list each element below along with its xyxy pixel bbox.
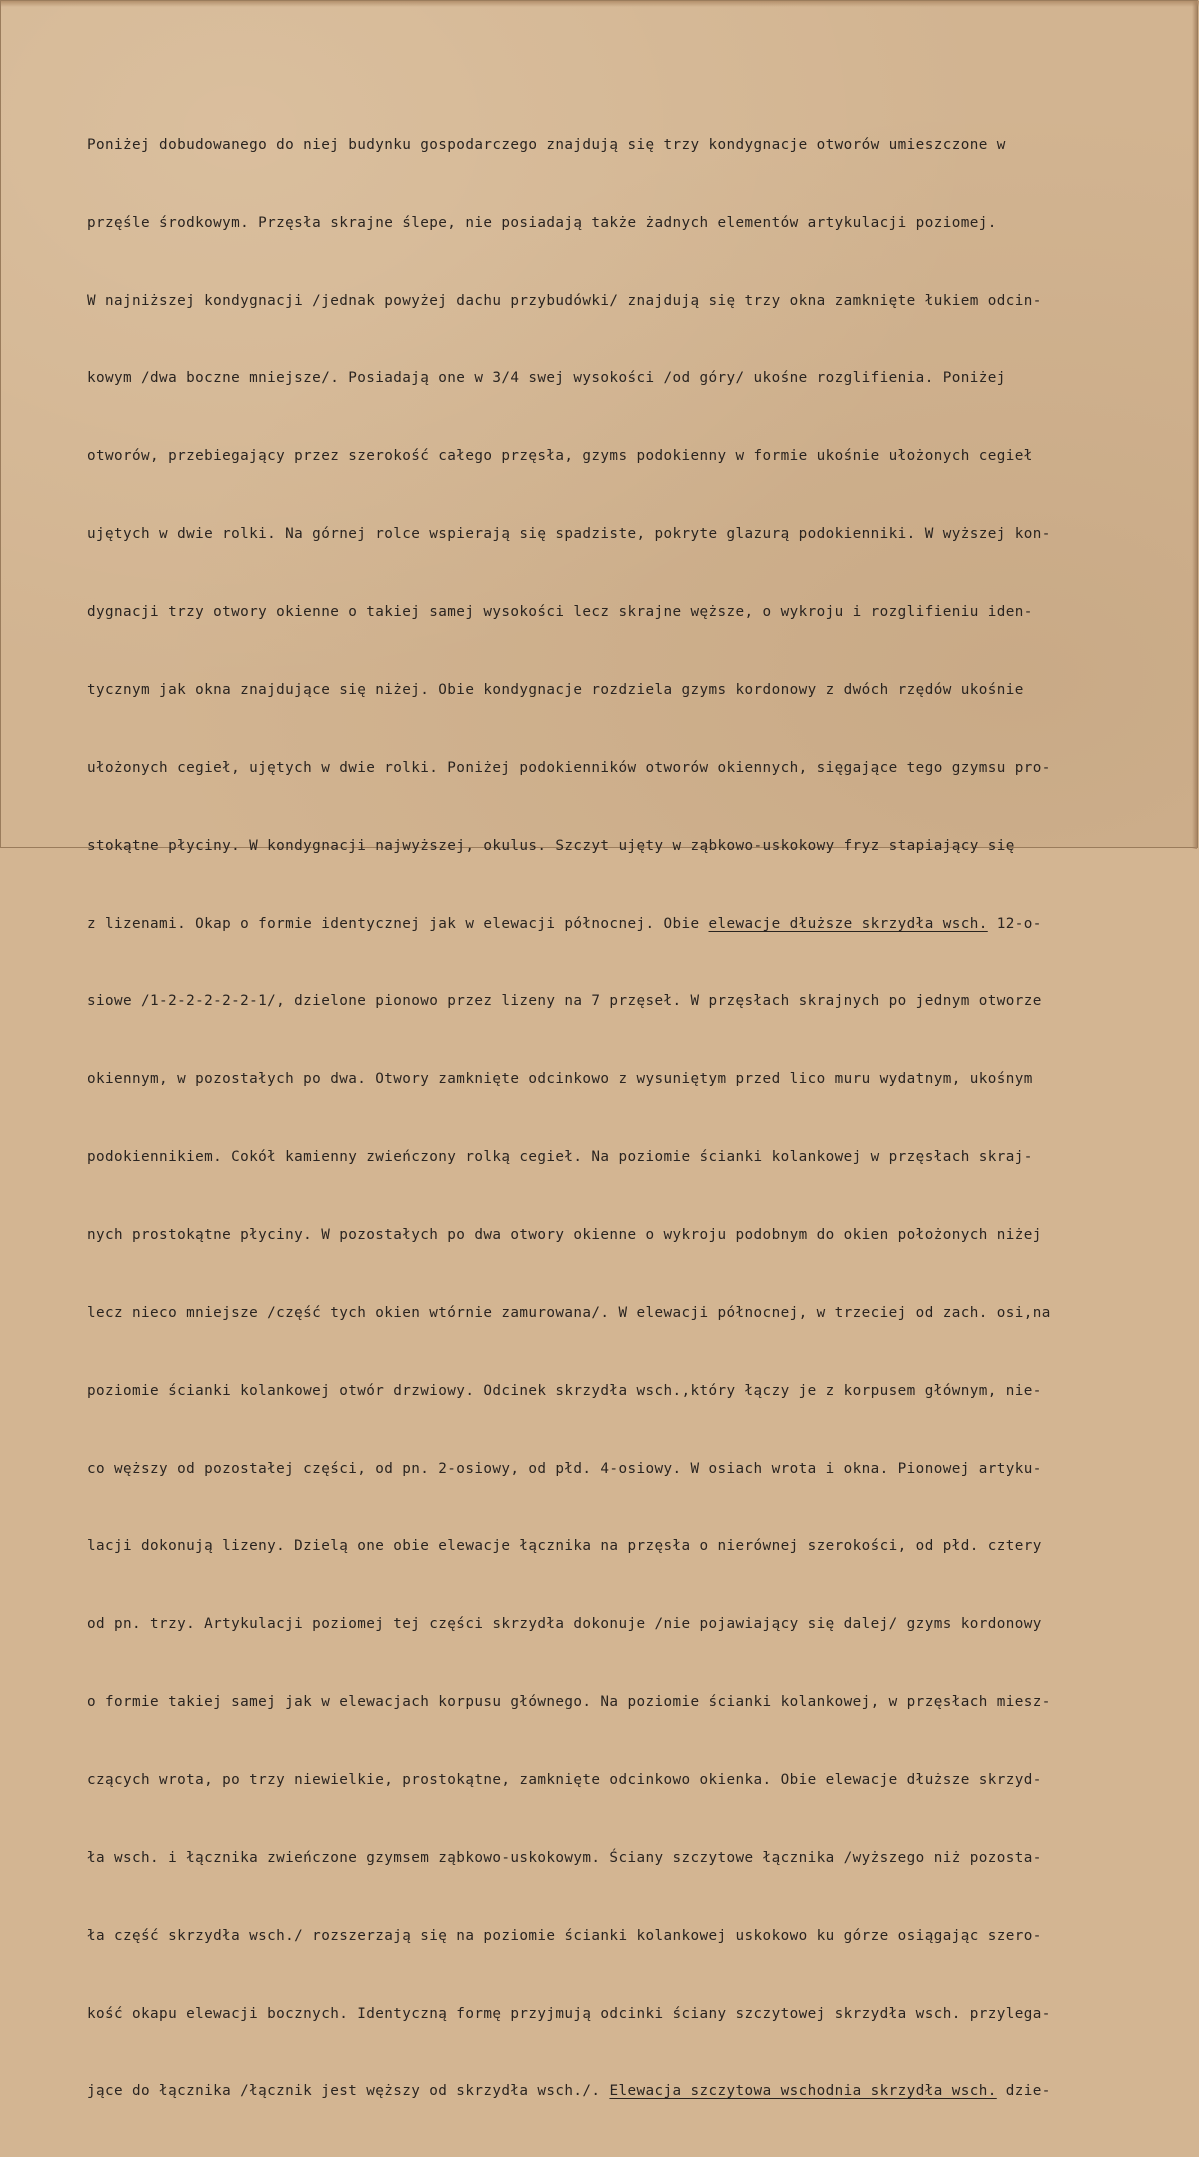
underlined-heading-long-elevations: elewacje dłuższe skrzydła wsch.	[708, 915, 988, 932]
text-segment: z lizenami. Okap o formie identycznej jak w elewacji północnej. Obie	[87, 915, 709, 932]
text-line: co węższy od pozostałej części, od pn. 2-osiowy, od płd. 4-osiowy. W osiach wrota i okna. Pionowej artyku-	[87, 1460, 1042, 1477]
text-line-with-heading	[87, 912, 1167, 938]
underlined-heading-east-gable: Elewacja szczytowa wschodnia skrzydła wsch.	[609, 2083, 997, 2100]
text-segment: dzie-	[996, 2083, 1051, 2100]
paper-top-edge	[1, 1, 1199, 7]
text-line: lecz nieco mniejsze /część tych okien wtórnie zamurowana/. W elewacji północnej, w trzeciej od zach. osi,na	[87, 1304, 1051, 1321]
paper-right-edge	[1192, 1, 1197, 849]
text-line: nych prostokątne płyciny. W pozostałych po dwa otwory okienne o wykroju podobnym do okien położonych niżej	[87, 1226, 1042, 1243]
text-segment: jące do łącznika /łącznik jest węższy od skrzydła wsch./.	[87, 2083, 610, 2100]
text-line: Poniżej dobudowanego do niej budynku gospodarczego znajdują się trzy kondygnacje otworów umieszczone w	[87, 136, 1006, 153]
text-line: stokątne płyciny. W kondygnacji najwyższej, okulus. Szczyt ujęty w ząbkowo-uskokowy fryz stapiający się	[87, 837, 1015, 854]
text-line: ułożonych cegieł, ujętych w dwie rolki. Poniżej podokienników otworów okiennych, sięgające tego gzymsu pro-	[87, 759, 1051, 776]
text-line: lacji dokonują lizeny. Dzielą one obie elewacje łącznika na przęsła o nierównej szerokości, od płd. cztery	[87, 1538, 1042, 1555]
typed-text-block	[87, 81, 1167, 2157]
text-line: podokiennikiem. Cokół kamienny zwieńczony rolką cegieł. Na poziomie ścianki kolankowej w przęsłach skraj-	[87, 1149, 1033, 1166]
text-line: kość okapu elewacji bocznych. Identyczną formę przyjmują odcinki ściany szczytowej skrzydła wsch. przylega-	[87, 2005, 1051, 2022]
text-line: kowym /dwa boczne mniejsze/. Posiadają one w 3/4 swej wysokości /od góry/ ukośne rozglifienia. Poniżej	[87, 370, 1006, 387]
text-line: poziomie ścianki kolankowej otwór drzwiowy. Odcinek skrzydła wsch.,który łączy je z korpusem głównym, nie-	[87, 1382, 1042, 1399]
text-line: tycznym jak okna znajdujące się niżej. Obie kondygnacje rozdziela gzyms kordonowy z dwóch rzędów ukośnie	[87, 681, 1024, 698]
text-line: ła część skrzydła wsch./ rozszerzają się na poziomie ścianki kolankowej uskokowo ku górze osiągając szero-	[87, 1927, 1042, 1944]
text-line: dygnacji trzy otwory okienne o takiej samej wysokości lecz skrajne węższe, o wykroju i rozglifieniu iden-	[87, 604, 1033, 621]
text-line: W najniższej kondygnacji /jednak powyżej dachu przybudówki/ znajdują się trzy okna zamknięte łukiem odcin-	[87, 292, 1042, 309]
text-line: otworów, przebiegający przez szerokość całego przęsła, gzyms podokienny w formie ukośnie ułożonych cegieł	[87, 448, 1033, 465]
text-line: ujętych w dwie rolki. Na górnej rolce wspierają się spadziste, pokryte glazurą podokienniki. W wyższej kon-	[87, 526, 1051, 543]
text-line: ła wsch. i łącznika zwieńczone gzymsem ząbkowo-uskokowym. Ściany szczytowe łącznika /wyższego niż pozosta-	[87, 1849, 1042, 1866]
text-line: o formie takiej samej jak w elewacjach korpusu głównego. Na poziomie ścianki kolankowej, w przęsłach miesz-	[87, 1694, 1051, 1711]
text-line: czących wrota, po trzy niewielkie, prostokątne, zamknięte odcinkowo okienka. Obie elewacje dłuższe skrzyd-	[87, 1771, 1042, 1788]
text-segment: 12-o-	[987, 915, 1042, 932]
text-line: okiennym, w pozostałych po dwa. Otwory zamknięte odcinkowo z wysuniętym przed lico muru wydatnym, ukośnym	[87, 1071, 1033, 1088]
text-line: siowe /1-2-2-2-2-2-1/, dzielone pionowo przez lizeny na 7 przęseł. W przęsłach skrajnych po jednym otworze	[87, 993, 1042, 1010]
text-line: od pn. trzy. Artykulacji poziomej tej części skrzydła dokonuje /nie pojawiający się dalej/ gzyms kordonowy	[87, 1616, 1042, 1633]
text-line: przęśle środkowym. Przęsła skrajne ślepe, nie posiadają także żadnych elementów artykulacji poziomej.	[87, 214, 997, 231]
text-line-with-heading	[87, 2079, 1167, 2105]
